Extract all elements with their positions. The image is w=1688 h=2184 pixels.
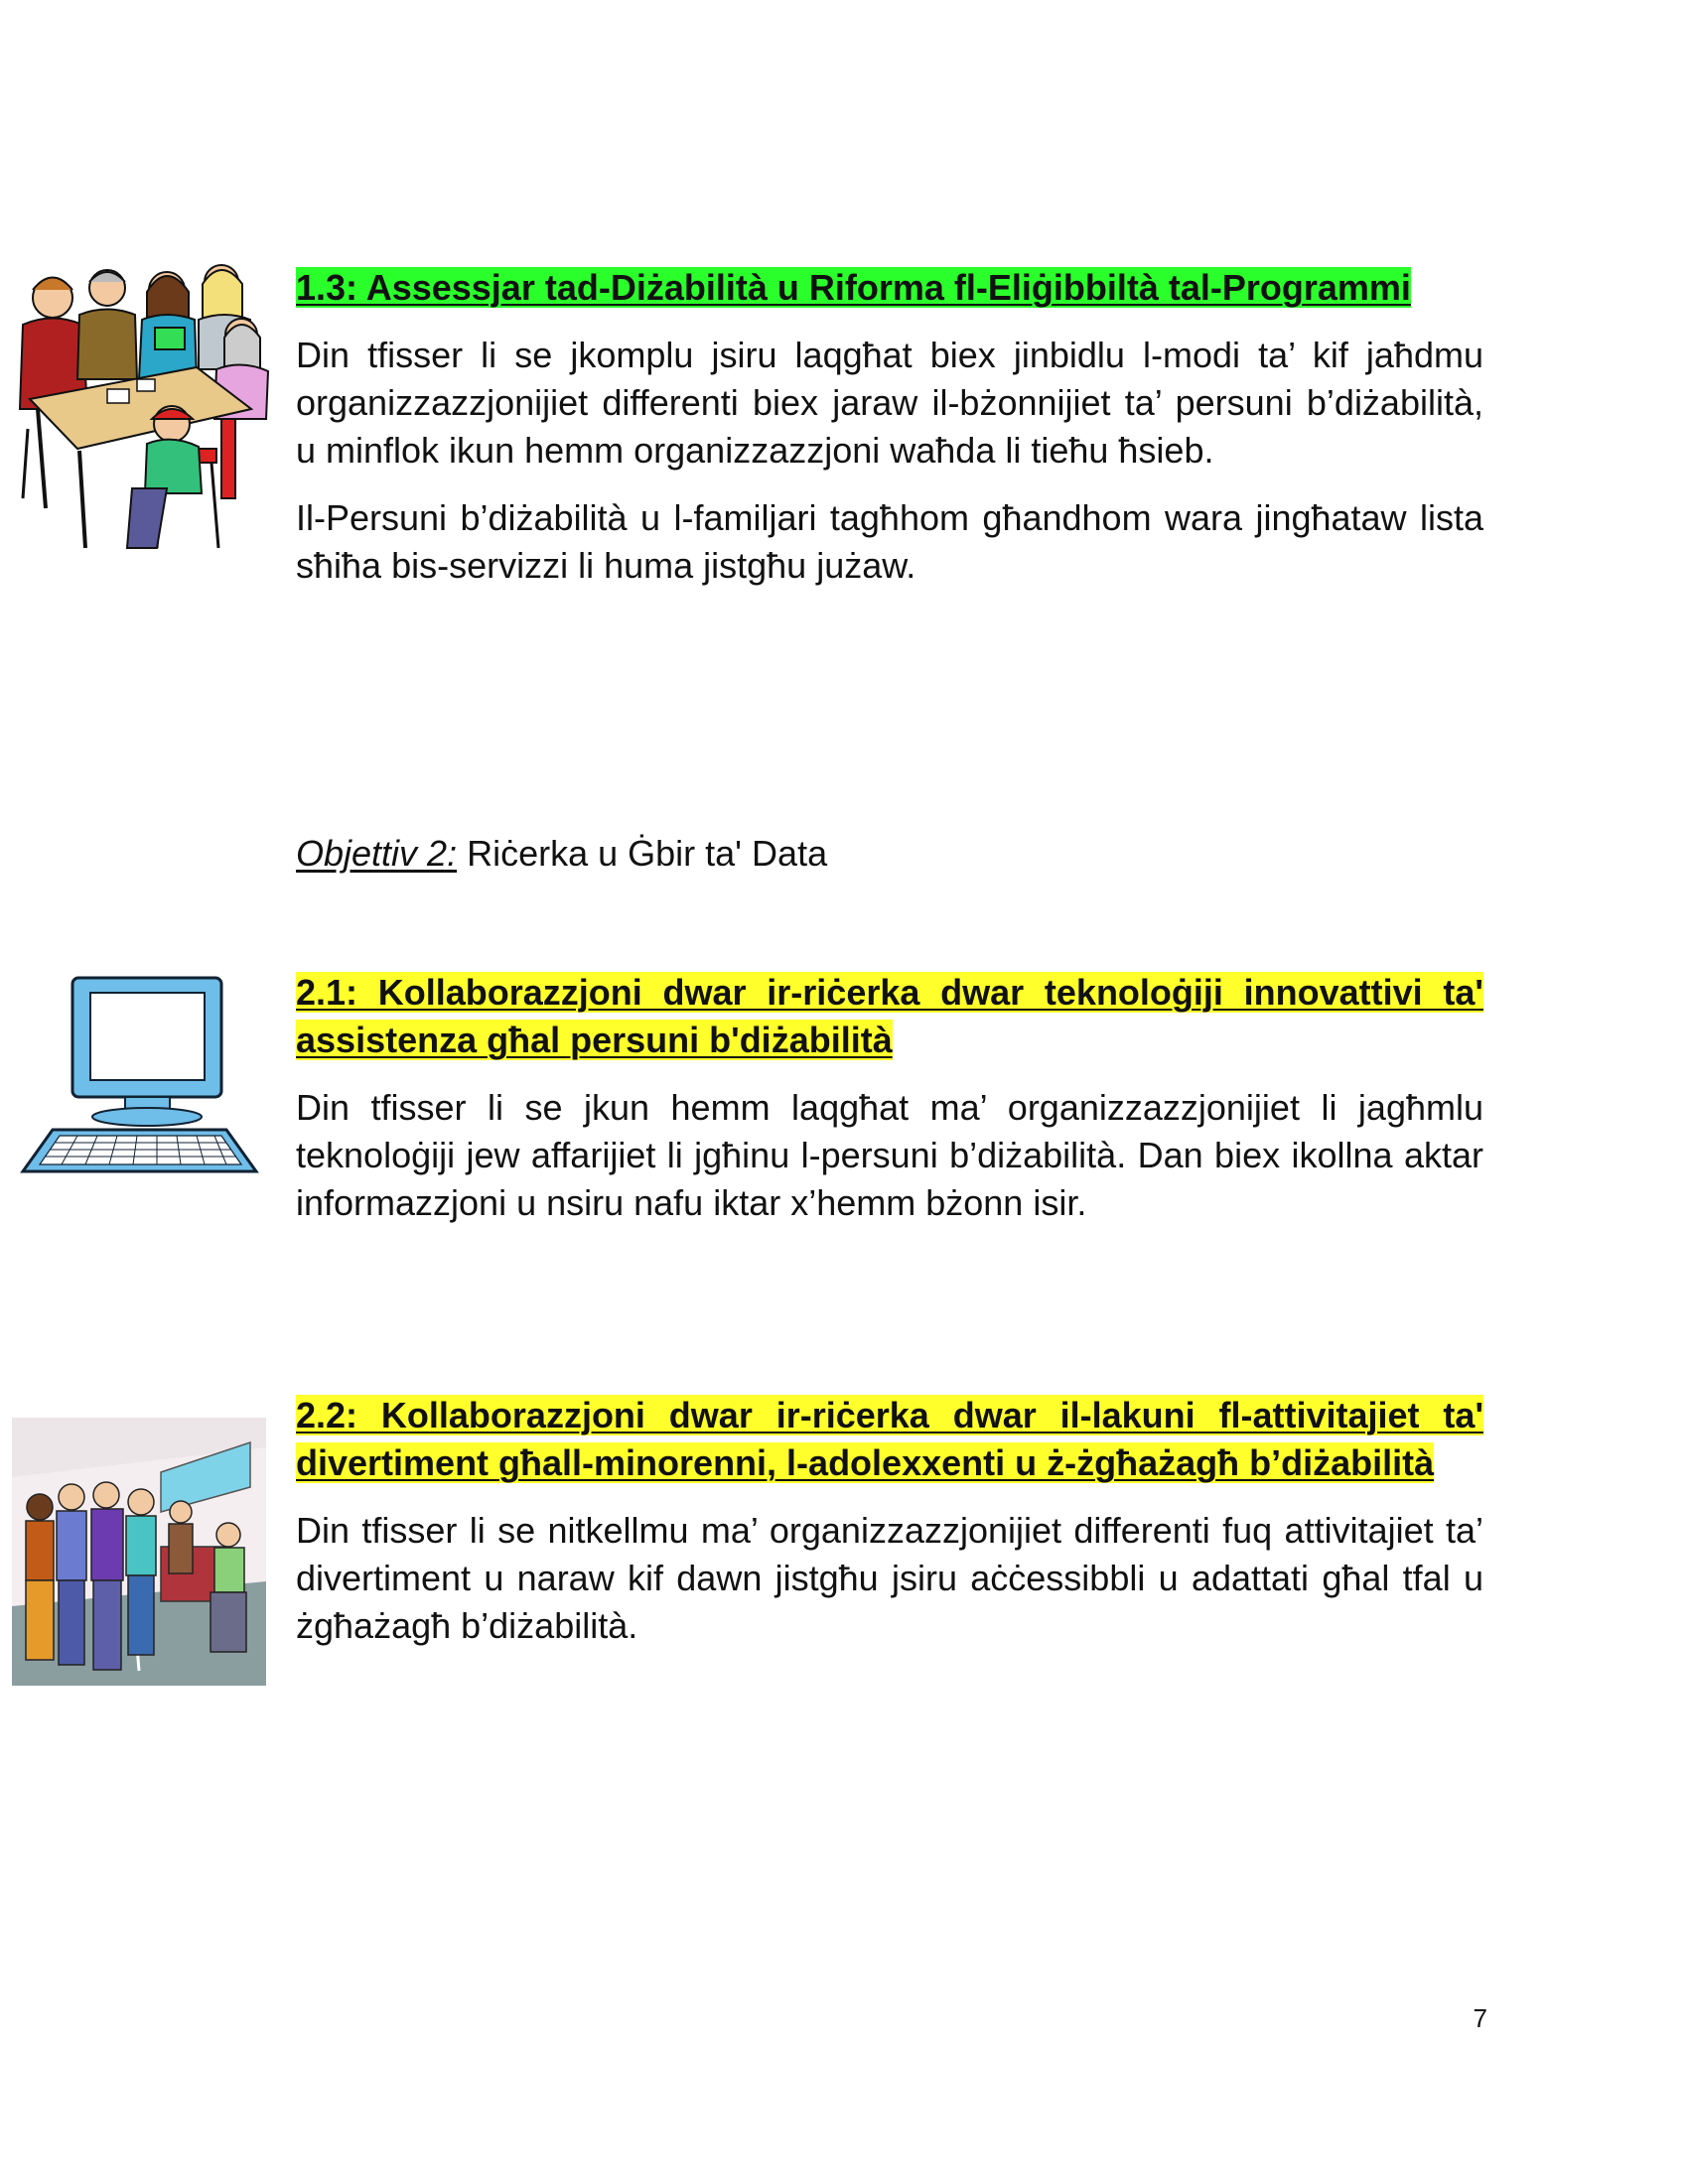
computer-icon [18, 973, 261, 1181]
section-heading-2-2 [296, 1392, 1483, 1487]
paragraph: Din tfisser li se jkun hemm laqgħat ma’ organizzazzjonijiet li jagħmlu teknoloġiji jew affarijiet li jgħinu l-persuni b’diżabilità. Dan biex ikollna aktar informazzjoni u nsiru nafu iktar x’hemm bżonn isir. [296, 1087, 1483, 1223]
section-heading-1-3 [296, 264, 1483, 312]
objective-line [296, 830, 827, 878]
youth-group-icon [12, 1418, 266, 1686]
section-2-2 [296, 1392, 1483, 1650]
heading-highlight: 1.3: Assessjar tad-Diżabilità u Riforma fl-Eliġibbiltà tal-Programmi [296, 267, 1411, 308]
page-number: 7 [1473, 2003, 1487, 2033]
paragraph: Din tfisser li se jkomplu jsiru laqgħat biex jinbidlu l-modi ta’ kif jaħdmu organizzazzjonijiet differenti biex jaraw il-bżonnijiet ta’ persuni b’diżabilità, u minflok ikun hemm organizzazzjoni waħda li tieħu ħsieb. [296, 335, 1483, 471]
meeting-people-icon [8, 260, 271, 558]
heading-highlight: 2.2: Kollaborazzjoni dwar ir-riċerka dwar il-lakuni fl-attivitajiet ta' divertiment għall-minorenni, l-adolexxenti u ż-żgħażagħ b’diżabilità [296, 1395, 1483, 1483]
section-1-3 [296, 264, 1483, 590]
paragraph: Il-Persuni b’diżabilità u l-familjari tagħhom għandhom wara jingħataw lista sħiħa bis-servizzi li huma jistgħu jużaw. [296, 497, 1483, 586]
heading-highlight: 2.1: Kollaborazzjoni dwar ir-riċerka dwar teknoloġiji innovattivi ta' assistenza għal persuni b'diżabilità [296, 972, 1483, 1060]
objective-text: Riċerka u Ġbir ta' Data [457, 833, 828, 874]
paragraph: Din tfisser li se nitkellmu ma’ organizzazzjonijiet differenti fuq attivitajiet ta’ divertiment u naraw kif dawn jistgħu jsiru aċċessibbli u adattati għal tfal u żgħażagħ b’diżabilità. [296, 1510, 1483, 1646]
section-2-1 [296, 969, 1483, 1227]
objective-label: Objettiv 2: [296, 833, 458, 874]
section-heading-2-1 [296, 969, 1483, 1064]
